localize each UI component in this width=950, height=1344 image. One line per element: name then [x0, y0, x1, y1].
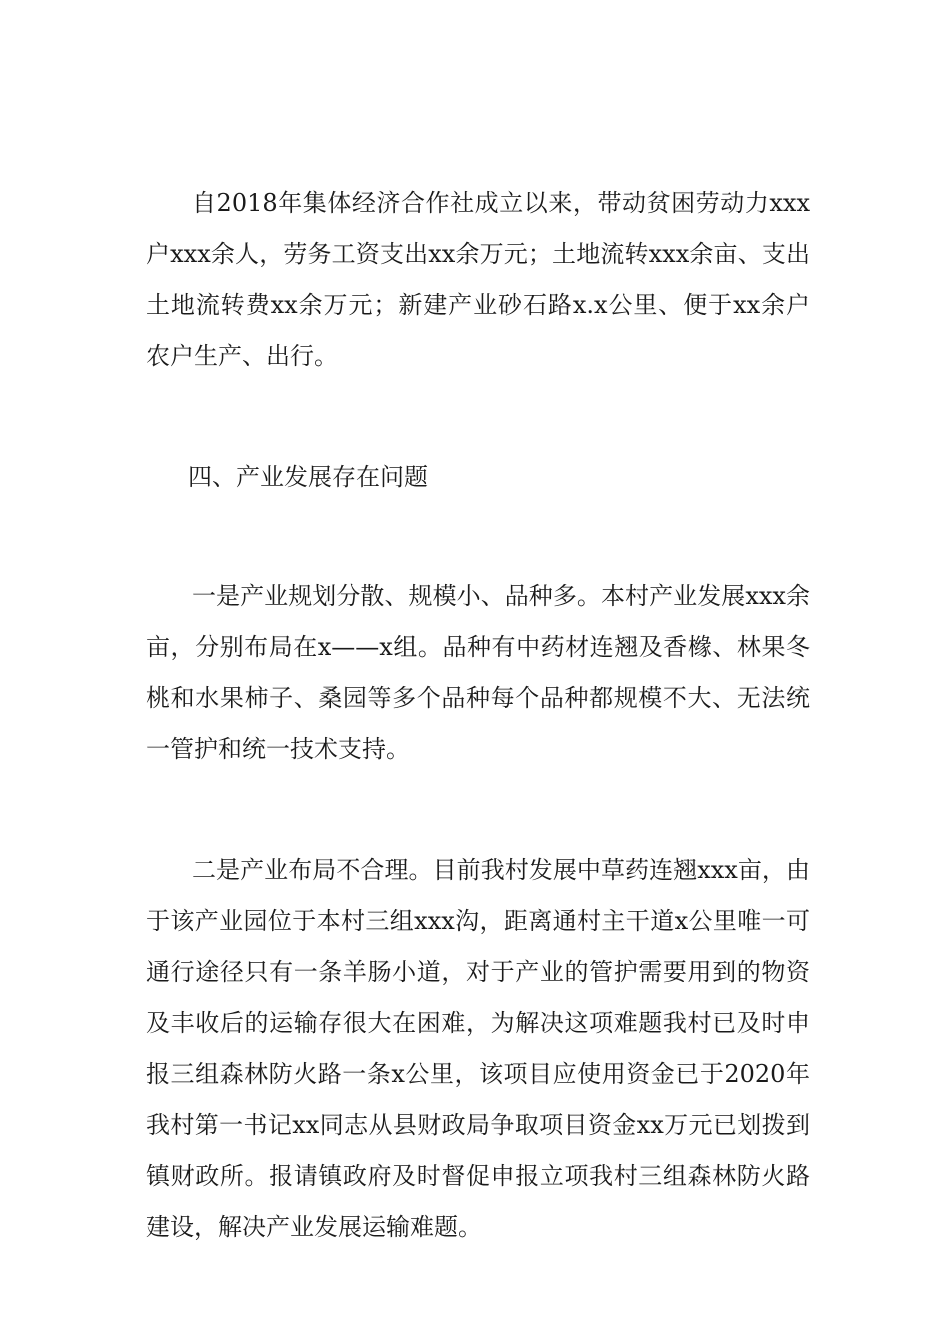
paragraph-problem-2: 二是产业布局不合理。目前我村发展中草药连翘xxx亩，由于该产业园位于本村三组xxx沟，距离通村主干道x公里唯一可通行途径只有一条羊肠小道，对于产业的管护需要用到的物资及丰收后的运输存很大在困难，为解决这项难题我村已及时申报三组森林防火路一条x公里，该项目应使用资金已于2020年我村第一书记xx同志从县财政局争取项目资金xx万元已划拨到镇财政所。报请镇政府及时督促申报立项我村三组森林防火路建设，解决产业发展运输难题。 [146, 856, 810, 1241]
heading-spacer [146, 503, 810, 571]
section-heading: 四、产业发展存在问题 [188, 463, 428, 491]
document-body [146, 178, 810, 1253]
paragraph-spacer [146, 382, 810, 452]
paragraph-problem-1: 一是产业规划分散、规模小、品种多。本村产业发展xxx余亩，分别布局在x——x组。品种有中药材连翘及香橼、林果冬桃和水果柿子、桑园等多个品种每个品种都规模不大、无法统一管护和统一技术支持。 [146, 582, 810, 763]
paragraph-achievements: 自2018年集体经济合作社成立以来，带动贫困劳动力xxx户xxx余人，劳务工资支出xx余万元；土地流转xxx余亩、支出土地流转费xx余万元；新建产业砂石路x.x公里、便于xx余户农户生产、出行。 [146, 189, 810, 370]
paragraph-spacer [146, 775, 810, 845]
